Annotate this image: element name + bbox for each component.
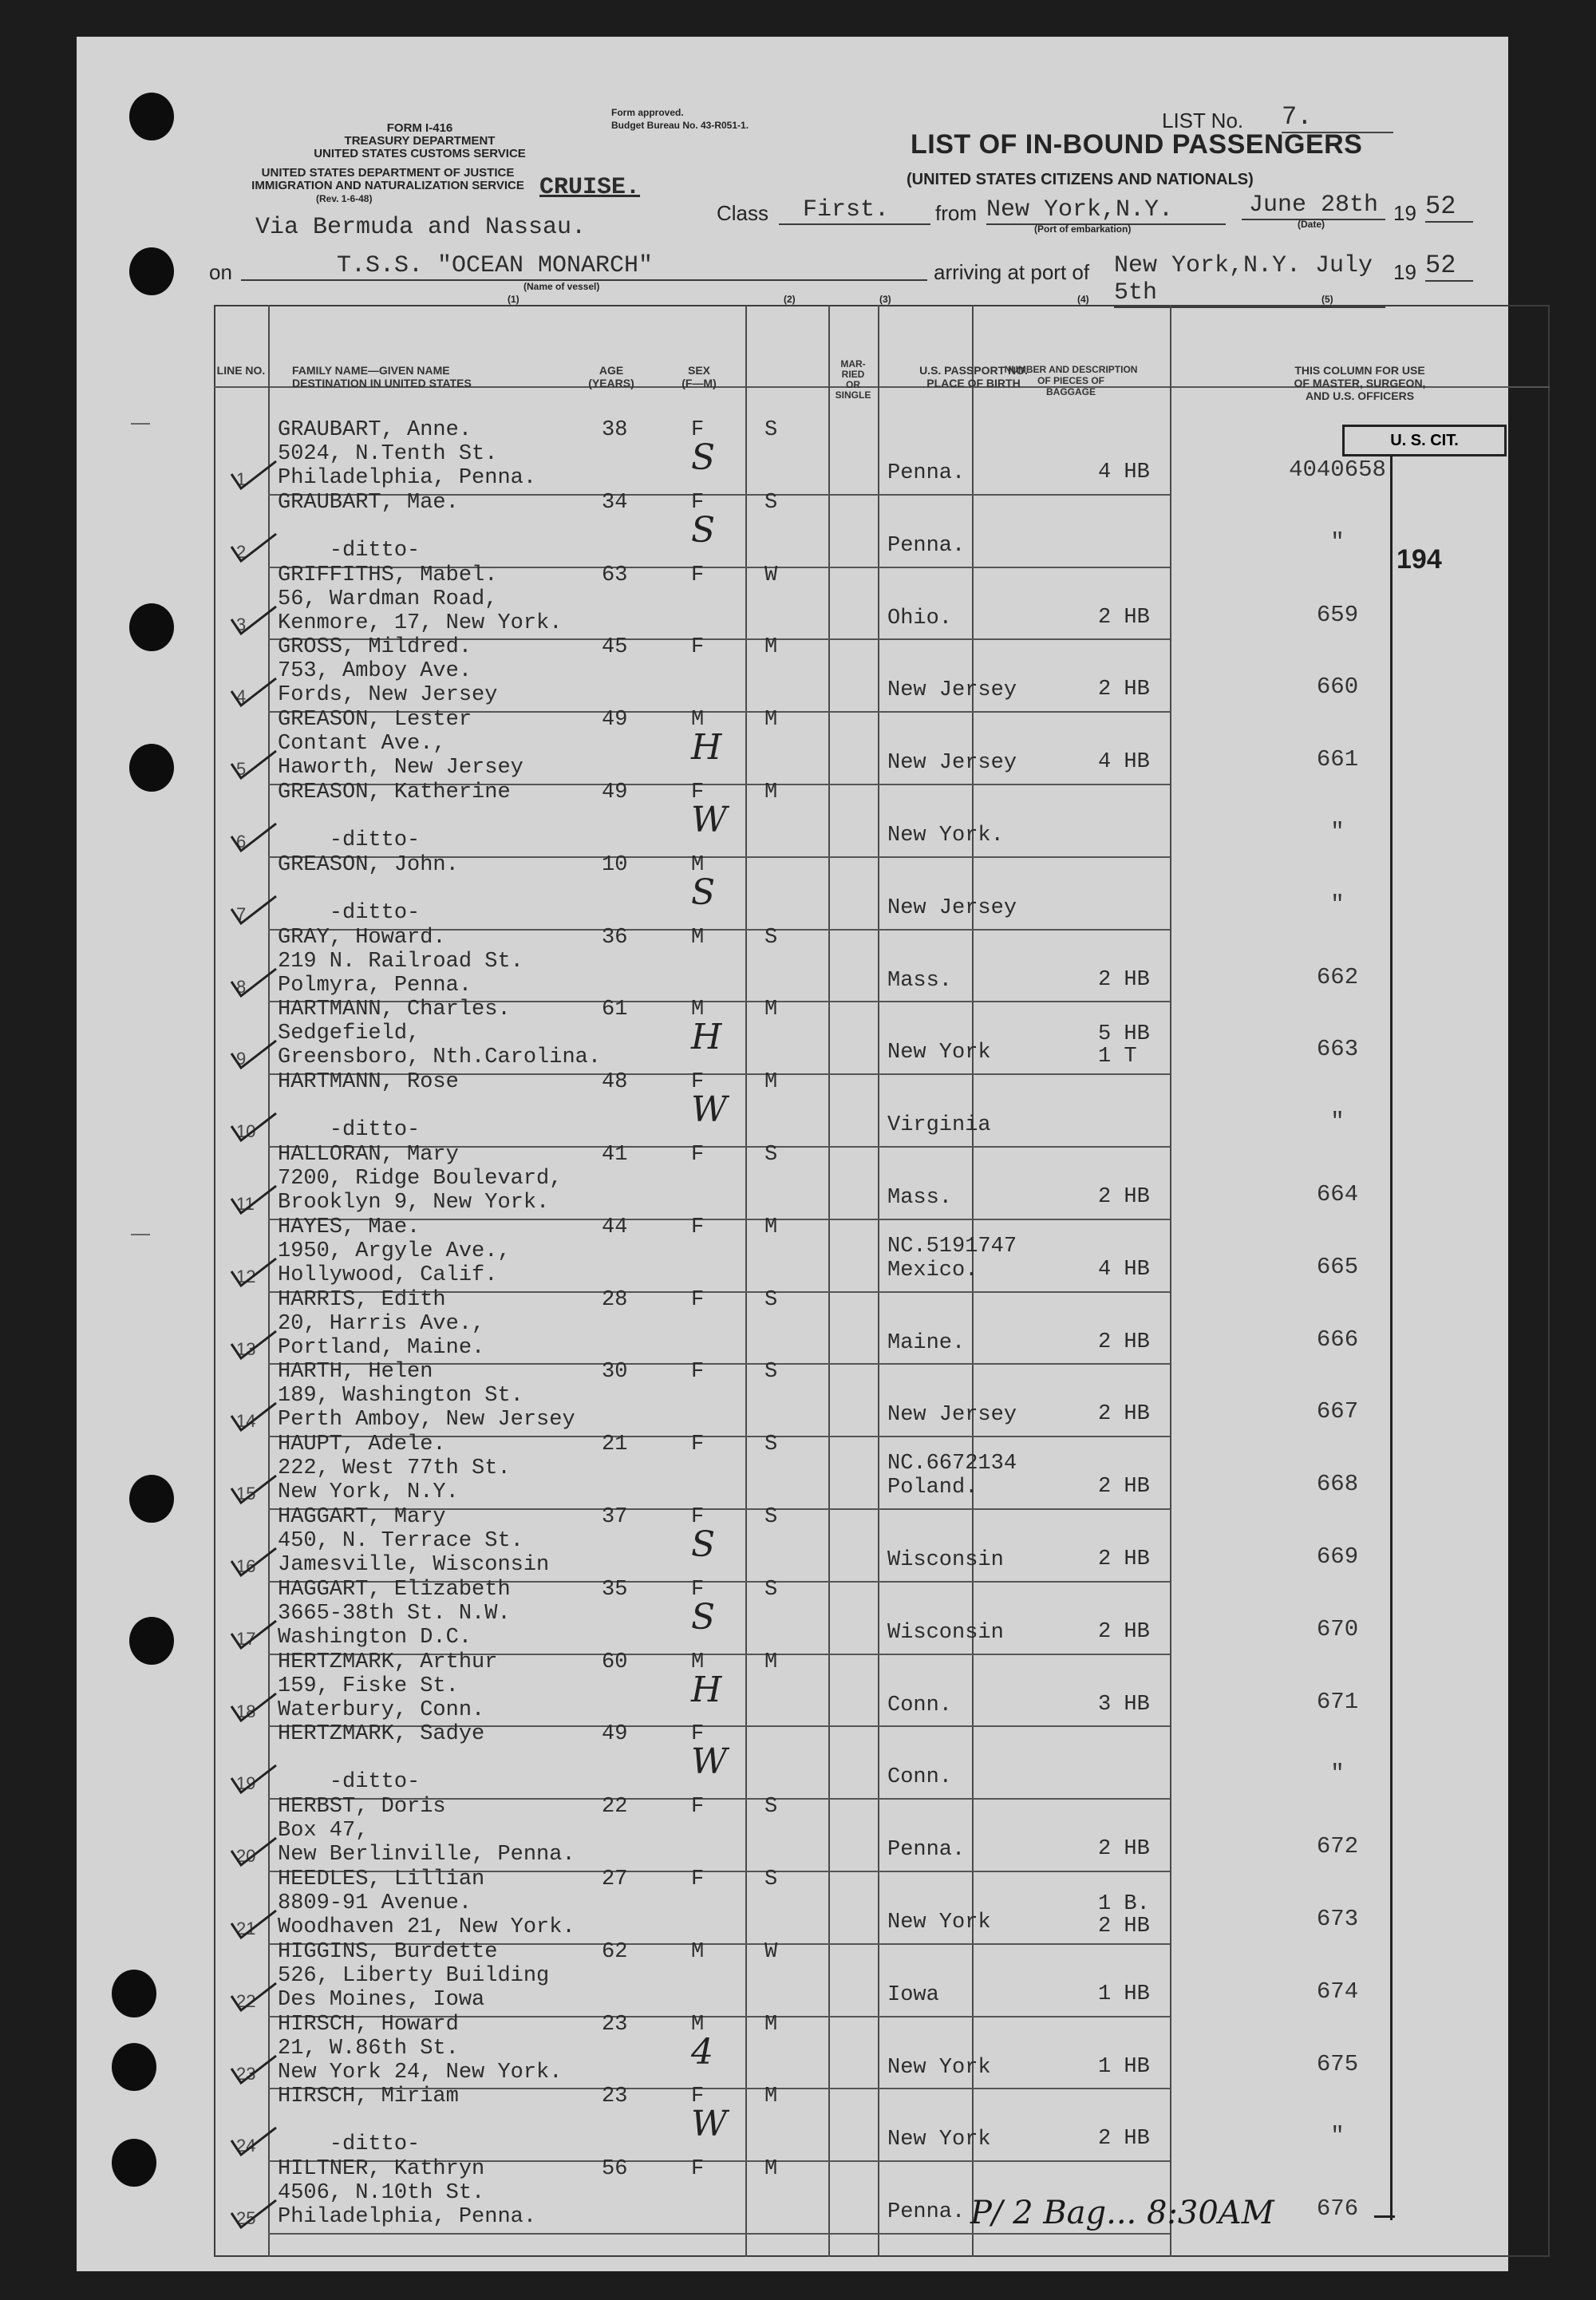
passenger-age: 28	[602, 1287, 628, 1312]
passenger-age: 30	[602, 1360, 628, 1385]
passenger-marital-status: S	[764, 1433, 778, 1457]
passenger-age: 49	[602, 1722, 628, 1747]
us-citizen-stamp: U. S. CIT.	[1342, 425, 1507, 456]
check-mark-icon	[230, 1764, 262, 1791]
row-line-number: 4	[236, 686, 247, 707]
passenger-age: 35	[602, 1577, 628, 1602]
passenger-sex: M	[691, 925, 705, 950]
passenger-marital-status: M	[764, 2012, 778, 2037]
check-mark-icon	[230, 2199, 262, 2226]
colnum-3: (3)	[879, 294, 891, 305]
check-mark-icon	[230, 1401, 262, 1429]
col-header-age: AGE (YEARS)	[588, 364, 634, 389]
check-mark-icon	[230, 460, 262, 487]
col-header-baggage: NUMBER AND DESCRIPTION OF PIECES OF BAGGAGE	[1004, 364, 1138, 397]
dept-treasury: TREASURY DEPARTMENT	[344, 134, 496, 148]
baggage-count: 2 HB	[1098, 1619, 1150, 1644]
passenger-marital-status: S	[764, 1143, 778, 1167]
passenger-sex: F	[691, 490, 705, 515]
passenger-name-destination: HALLORAN, Mary 7200, Ridge Boulevard, Brooklyn 9, New York.	[278, 1143, 563, 1215]
punch-hole	[129, 603, 174, 651]
passenger-name-destination: HAUPT, Adele. 222, West 77th St. New York, N.Y.	[278, 1433, 511, 1505]
baggage-count: 1 HB	[1098, 1982, 1150, 2006]
check-mark-icon	[230, 967, 262, 994]
passport-birthplace: Conn.	[887, 1693, 953, 1717]
handwritten-sex-mark: S	[691, 509, 716, 551]
col-header-sex: SEX (F—M)	[681, 364, 717, 389]
handwritten-sex-mark: W	[691, 1741, 728, 1783]
passenger-sex: F	[691, 563, 705, 587]
check-mark-icon	[230, 1692, 262, 1719]
passenger-sex: F	[691, 1795, 705, 1820]
col-header-line: LINE NO.	[216, 364, 266, 377]
col-divider-2	[745, 305, 747, 2257]
passenger-age: 45	[602, 635, 628, 660]
check-mark-icon	[230, 1184, 262, 1211]
handwritten-sex-mark: S	[691, 1524, 716, 1565]
passenger-sex: F	[691, 1143, 705, 1167]
passenger-name-destination: HARTH, Helen 189, Washington St. Perth Amboy, New Jersey	[278, 1360, 575, 1433]
passenger-age: 37	[602, 1505, 628, 1529]
check-mark-icon	[230, 532, 262, 559]
certificate-number: "	[1330, 891, 1345, 918]
passenger-marital-status: M	[764, 1215, 778, 1239]
row-line-number: 6	[236, 832, 247, 852]
check-mark-icon	[230, 1039, 262, 1066]
passenger-marital-status: S	[764, 1287, 778, 1312]
passenger-age: 23	[602, 2085, 628, 2109]
passenger-sex: F	[691, 780, 705, 804]
passenger-name-destination: HERTZMARK, Arthur 159, Fiske St. Waterbury, Conn.	[278, 1650, 498, 1722]
passport-birthplace: Iowa	[887, 1982, 939, 2007]
passenger-name-destination: GRAUBART, Anne. 5024, N.Tenth St. Philadelphia, Penna.	[278, 418, 537, 490]
passenger-name-destination: GRAUBART, Mae. -ditto-	[278, 490, 459, 563]
punch-hole	[112, 2139, 156, 2187]
passenger-name-destination: GRAY, Howard. 219 N. Railroad St. Polmyra, Penna.	[278, 925, 523, 998]
passenger-sex: M	[691, 1939, 705, 1964]
passenger-marital-status: S	[764, 490, 778, 515]
passenger-name-destination: HIRSCH, Howard 21, W.86th St. New York 24, New York.	[278, 2012, 563, 2085]
vessel-name: T.S.S. "OCEAN MONARCH"	[241, 252, 927, 281]
arriving-label: arriving at port of	[934, 260, 1090, 284]
punch-hole	[129, 744, 174, 792]
passenger-sex: F	[691, 2085, 705, 2109]
passport-birthplace: New York.	[887, 824, 1004, 848]
check-mark-icon	[230, 895, 262, 922]
passenger-age: 10	[602, 852, 628, 877]
punch-hole	[129, 247, 174, 295]
certificate-number: 667	[1316, 1398, 1359, 1425]
passenger-marital-status: M	[764, 2085, 778, 2109]
passenger-marital-status: M	[764, 1070, 778, 1095]
certificate-number: 670	[1316, 1615, 1359, 1642]
passenger-marital-status: S	[764, 418, 778, 442]
passenger-age: 23	[602, 2012, 628, 2037]
passenger-name-destination: GREASON, Lester Contant Ave., Haworth, New Jersey	[278, 708, 523, 780]
check-mark-icon	[230, 822, 262, 849]
year-prefix-1: 19	[1393, 201, 1416, 225]
passenger-age: 41	[602, 1143, 628, 1167]
row-line-number: 8	[236, 976, 247, 997]
row-line-number: 24	[236, 2136, 256, 2156]
check-mark-icon	[230, 1547, 262, 1574]
passenger-marital-status: M	[764, 998, 778, 1022]
certificate-number: "	[1330, 528, 1345, 555]
passenger-name-destination: HARRIS, Edith 20, Harris Ave., Portland, Maine.	[278, 1287, 485, 1360]
col-header-name: FAMILY NAME—GIVEN NAME DESTINATION IN UNITED STATES	[292, 364, 472, 389]
list-no-label: LIST No.	[1162, 109, 1244, 132]
on-label: on	[209, 260, 232, 284]
colnum-5: (5)	[1321, 294, 1333, 305]
passport-birthplace: NC.5191747 Mexico.	[887, 1234, 1017, 1282]
budget-bureau: Budget Bureau No. 43-R051-1.	[611, 120, 749, 131]
passenger-age: 63	[602, 563, 628, 587]
year-prefix-2: 19	[1393, 260, 1416, 284]
stamp-bracket-line	[1390, 456, 1393, 2220]
from-port-caption: (Port of embarkation)	[1034, 223, 1132, 235]
passenger-age: 49	[602, 708, 628, 733]
check-mark-icon	[230, 1330, 262, 1357]
vessel-caption: (Name of vessel)	[523, 281, 600, 292]
date-caption: (Date)	[1298, 219, 1325, 230]
passenger-name-destination: GRIFFITHS, Mabel. 56, Wardman Road, Kenmore, 17, New York.	[278, 563, 563, 635]
row-line-number: 2	[236, 541, 247, 562]
margin-number: 194	[1393, 544, 1445, 575]
passenger-sex: F	[691, 1505, 705, 1529]
passport-birthplace: Wisconsin	[887, 1548, 1004, 1572]
check-mark-icon	[230, 1836, 262, 1863]
stamp-bracket-foot	[1374, 2215, 1395, 2218]
passport-birthplace: Mass.	[887, 1186, 953, 1210]
certificate-number: "	[1330, 2123, 1345, 2150]
punch-hole	[112, 2043, 156, 2091]
row-line-number: 13	[236, 1338, 256, 1359]
passenger-name-destination: HAYES, Mae. 1950, Argyle Ave., Hollywood, Calif.	[278, 1215, 511, 1287]
colnum-2: (2)	[784, 294, 796, 305]
cruise-label: CRUISE.	[539, 174, 641, 201]
passenger-sex: F	[691, 635, 705, 660]
col-header-passport: U.S. PASSPORT NO. PLACE OF BIRTH	[919, 364, 1028, 389]
passenger-age: 48	[602, 1070, 628, 1095]
passenger-name-destination: HAGGART, Elizabeth 3665-38th St. N.W. Washington D.C.	[278, 1577, 511, 1650]
passenger-marital-status: S	[764, 925, 778, 950]
certificate-number: 666	[1316, 1326, 1359, 1353]
passenger-sex: F	[691, 1215, 705, 1239]
handwritten-sex-mark: W	[691, 800, 728, 840]
passenger-age: 61	[602, 998, 628, 1022]
passport-birthplace: New York	[887, 2128, 991, 2152]
passenger-marital-status: M	[764, 708, 778, 733]
passport-birthplace: Virginia	[887, 1113, 991, 1138]
handwritten-sex-mark: W	[691, 2104, 728, 2145]
from-year: 52	[1425, 192, 1473, 223]
passenger-age: 60	[602, 1650, 628, 1674]
passenger-age: 34	[602, 490, 628, 515]
passenger-name-destination: HIGGINS, Burdette 526, Liberty Building Des Moines, Iowa	[278, 1939, 550, 2012]
passport-birthplace: New York	[887, 1911, 991, 1934]
list-no-value: 7.	[1282, 102, 1393, 133]
punch-hole	[129, 1617, 174, 1665]
dept-justice: UNITED STATES DEPARTMENT OF JUSTICE	[261, 166, 515, 180]
check-mark-icon	[230, 1619, 262, 1646]
via-route: Via Bermuda and Nassau.	[255, 214, 587, 241]
row-line-number: 10	[236, 1121, 256, 1142]
margin-dash-1	[131, 1234, 150, 1235]
certificate-number: 659	[1316, 601, 1359, 628]
baggage-count: 2 HB	[1098, 2127, 1150, 2152]
certificate-number: 672	[1316, 1833, 1359, 1860]
passenger-marital-status: M	[764, 2157, 778, 2182]
certificate-number: "	[1330, 1761, 1345, 1788]
handwritten-sex-mark: W	[691, 1089, 728, 1131]
passenger-name-destination: HARTMANN, Charles. Sedgefield, Greensboro, Nth.Carolina.	[278, 998, 602, 1070]
passenger-marital-status: S	[764, 1795, 778, 1820]
check-mark-icon	[230, 1982, 262, 2009]
passenger-sex: F	[691, 1287, 705, 1312]
baggage-count: 2 HB	[1098, 1837, 1150, 1862]
passenger-marital-status: S	[764, 1505, 778, 1529]
passenger-name-destination: HIRSCH, Miriam -ditto-	[278, 2085, 459, 2157]
dept-customs: UNITED STATES CUSTOMS SERVICE	[314, 147, 526, 160]
baggage-count: 2 HB	[1098, 1402, 1150, 1427]
certificate-number: 675	[1316, 2050, 1359, 2077]
passenger-marital-status: S	[764, 1360, 778, 1385]
passenger-name-destination: HAGGART, Mary 450, N. Terrace St. Jamesville, Wisconsin	[278, 1505, 550, 1577]
colnum-1: (1)	[508, 294, 519, 305]
check-mark-icon	[230, 2126, 262, 2153]
passport-birthplace: Mass.	[887, 968, 953, 993]
passenger-name-destination: GROSS, Mildred. 753, Amboy Ave. Fords, New Jersey	[278, 635, 498, 708]
arrival-port-date: New York,N.Y. July 5th	[1114, 252, 1385, 308]
row-line-number: 9	[236, 1049, 247, 1069]
certificate-number: 671	[1316, 1688, 1359, 1715]
certificate-number: 665	[1316, 1253, 1359, 1280]
row-line-number: 22	[236, 1990, 256, 2011]
baggage-count: 4 HB	[1098, 1257, 1150, 1282]
col-divider-4	[878, 305, 879, 2257]
baggage-count: 2 HB	[1098, 1185, 1150, 1209]
col-header-officer: THIS COLUMN FOR USE OF MASTER, SURGEON, AND U.S. OFFICERS	[1294, 364, 1426, 402]
baggage-count: 2 HB	[1098, 1547, 1150, 1571]
passenger-sex: M	[691, 2012, 705, 2037]
row-line-number: 12	[236, 1266, 256, 1286]
col-divider-6	[1170, 305, 1171, 2257]
handwritten-sex-mark: H	[691, 1017, 722, 1058]
handwritten-sex-mark: H	[691, 1669, 722, 1710]
punch-hole	[129, 93, 174, 140]
form-number: FORM I-416	[386, 121, 453, 135]
certificate-number: 668	[1316, 1471, 1359, 1498]
certificate-number: 664	[1316, 1181, 1359, 1207]
row-line-number: 25	[236, 2208, 256, 2229]
row-line-number: 1	[236, 469, 247, 489]
baggage-count: 5 HB 1 T	[1098, 1022, 1150, 1069]
form-approved: Form approved.	[611, 107, 684, 118]
passport-birthplace: NC.6672134 Poland.	[887, 1452, 1017, 1500]
handwritten-sex-mark: S	[691, 871, 716, 913]
arrival-year: 52	[1425, 251, 1473, 282]
passenger-sex: M	[691, 708, 705, 733]
baggage-count: 3 HB	[1098, 1692, 1150, 1717]
row-line-number: 14	[236, 1411, 256, 1432]
passport-birthplace: New Jersey	[887, 1403, 1017, 1428]
passport-birthplace: Penna.	[887, 1838, 966, 1863]
passenger-age: 62	[602, 1939, 628, 1964]
passport-birthplace: Conn.	[887, 1765, 953, 1790]
passenger-sex: F	[691, 1722, 705, 1747]
passport-birthplace: New York	[887, 1041, 991, 1065]
passenger-name-destination: HERTZMARK, Sadye -ditto-	[278, 1722, 485, 1795]
form-revision: (Rev. 1-6-48)	[316, 193, 373, 204]
passenger-age: 38	[602, 418, 628, 442]
passenger-marital-status: M	[764, 635, 778, 660]
passenger-age: 56	[602, 2157, 628, 2182]
check-mark-icon	[230, 1909, 262, 1936]
baggage-count: 2 HB	[1098, 678, 1150, 702]
manifest-page	[77, 37, 1508, 2271]
punch-hole	[129, 1475, 174, 1523]
row-line-number: 5	[236, 759, 247, 780]
passenger-age: 49	[602, 780, 628, 804]
bottom-handwritten-note: P/ 2 Bag... 8:30AM	[970, 2195, 1274, 2231]
passport-birthplace: Wisconsin	[887, 1620, 1004, 1645]
passenger-sex: F	[691, 418, 705, 442]
passenger-sex: F	[691, 1070, 705, 1095]
check-mark-icon	[230, 605, 262, 632]
handwritten-sex-mark: S	[691, 437, 716, 478]
margin-dash-2	[131, 423, 150, 425]
class-value: First.	[779, 196, 930, 225]
check-mark-icon	[230, 749, 262, 777]
passenger-name-destination: HEEDLES, Lillian 8809-91 Avenue. Woodhaven 21, New York.	[278, 1867, 575, 1939]
passenger-sex: F	[691, 1867, 705, 1891]
passenger-name-destination: GREASON, John. -ditto-	[278, 852, 459, 925]
row-line-number: 20	[236, 1846, 256, 1867]
passport-birthplace: New York	[887, 2055, 991, 2080]
passport-birthplace: Penna.	[887, 461, 966, 485]
manifest-subtitle: (UNITED STATES CITIZENS AND NATIONALS)	[907, 171, 1254, 188]
passenger-age: 22	[602, 1795, 628, 1820]
row-line-number: 23	[236, 2063, 256, 2084]
check-mark-icon	[230, 1474, 262, 1501]
certificate-number: 676	[1316, 2195, 1359, 2223]
passenger-marital-status: M	[764, 1650, 778, 1674]
check-mark-icon	[230, 677, 262, 704]
row-line-number: 7	[236, 903, 247, 924]
dept-immigration: IMMIGRATION AND NATURALIZATION SERVICE	[251, 179, 524, 192]
passport-birthplace: Ohio.	[887, 606, 953, 630]
certificate-number: 674	[1316, 1978, 1359, 2005]
from-label: from	[935, 201, 977, 225]
row-line-number: 3	[236, 614, 247, 634]
passport-birthplace: New Jersey	[887, 751, 1017, 776]
baggage-count: 2 HB	[1098, 605, 1150, 630]
row-line-number: 16	[236, 1556, 256, 1576]
row-line-number: 19	[236, 1773, 256, 1794]
passenger-sex: M	[691, 998, 705, 1022]
certificate-number: 662	[1316, 963, 1359, 990]
passenger-marital-status: W	[764, 1939, 778, 1964]
baggage-count: 1 B. 2 HB	[1098, 1892, 1150, 1938]
row-line-number: 17	[236, 1628, 256, 1649]
from-date: June 28th	[1242, 192, 1385, 220]
passenger-name-destination: HILTNER, Kathryn 4506, N.10th St. Philadelphia, Penna.	[278, 2157, 537, 2230]
baggage-count: 1 HB	[1098, 2054, 1150, 2079]
baggage-count: 2 HB	[1098, 1330, 1150, 1354]
passenger-sex: F	[691, 1433, 705, 1457]
passport-birthplace: New Jersey	[887, 895, 1017, 920]
passport-birthplace: Maine.	[887, 1330, 966, 1355]
certificate-number: 660	[1316, 674, 1359, 701]
passenger-age: 21	[602, 1433, 628, 1457]
baggage-count: 4 HB	[1098, 750, 1150, 775]
col-divider-3	[828, 305, 830, 2257]
baggage-count: 2 HB	[1098, 967, 1150, 992]
passenger-sex: F	[691, 1360, 705, 1385]
passport-birthplace: Penna.	[887, 2200, 966, 2225]
passenger-marital-status: W	[764, 563, 778, 587]
certificate-number: 4040658	[1289, 456, 1386, 483]
passport-birthplace: New Jersey	[887, 678, 1017, 703]
passenger-name-destination: HARTMANN, Rose -ditto-	[278, 1070, 459, 1143]
baggage-count: 2 HB	[1098, 1475, 1150, 1500]
passenger-marital-status: S	[764, 1867, 778, 1891]
class-label: Class	[717, 201, 769, 225]
certificate-number: "	[1330, 819, 1345, 845]
row-rule	[268, 2233, 1170, 2235]
handwritten-sex-mark: S	[691, 1596, 716, 1638]
passenger-name-destination: HERBST, Doris Box 47, New Berlinville, Penna.	[278, 1795, 575, 1867]
row-line-number: 11	[236, 1194, 255, 1214]
col-header-married: MAR- RIED OR SINGLE	[835, 358, 871, 401]
passport-birthplace: Penna.	[887, 533, 966, 558]
row-line-number: 21	[236, 1919, 256, 1938]
certificate-number: "	[1330, 1109, 1345, 1136]
punch-hole	[112, 1970, 156, 2017]
certificate-number: 663	[1316, 1036, 1359, 1063]
check-mark-icon	[230, 2054, 262, 2081]
check-mark-icon	[230, 1257, 262, 1284]
row-line-number: 18	[236, 1701, 256, 1721]
certificate-number: 669	[1316, 1543, 1359, 1570]
passenger-age: 27	[602, 1867, 628, 1891]
certificate-number: 673	[1316, 1906, 1359, 1932]
handwritten-sex-mark: 4	[691, 2031, 713, 2073]
from-port: New York,N.Y.	[986, 196, 1226, 225]
handwritten-sex-mark: H	[691, 727, 722, 769]
passenger-age: 36	[602, 925, 628, 950]
baggage-count: 4 HB	[1098, 460, 1150, 484]
passenger-sex: F	[691, 2157, 705, 2182]
certificate-number: 661	[1316, 746, 1359, 773]
passenger-sex: M	[691, 852, 705, 877]
passenger-age: 44	[602, 1215, 628, 1239]
row-line-number: 15	[236, 1484, 256, 1504]
passenger-marital-status: M	[764, 780, 778, 804]
passenger-name-destination: GREASON, Katherine -ditto-	[278, 780, 511, 852]
passenger-sex: F	[691, 1577, 705, 1602]
colnum-4: (4)	[1077, 294, 1089, 305]
passenger-sex: M	[691, 1650, 705, 1674]
passenger-marital-status: S	[764, 1577, 778, 1602]
check-mark-icon	[230, 1112, 262, 1139]
manifest-title: LIST OF IN-BOUND PASSENGERS	[911, 129, 1363, 160]
